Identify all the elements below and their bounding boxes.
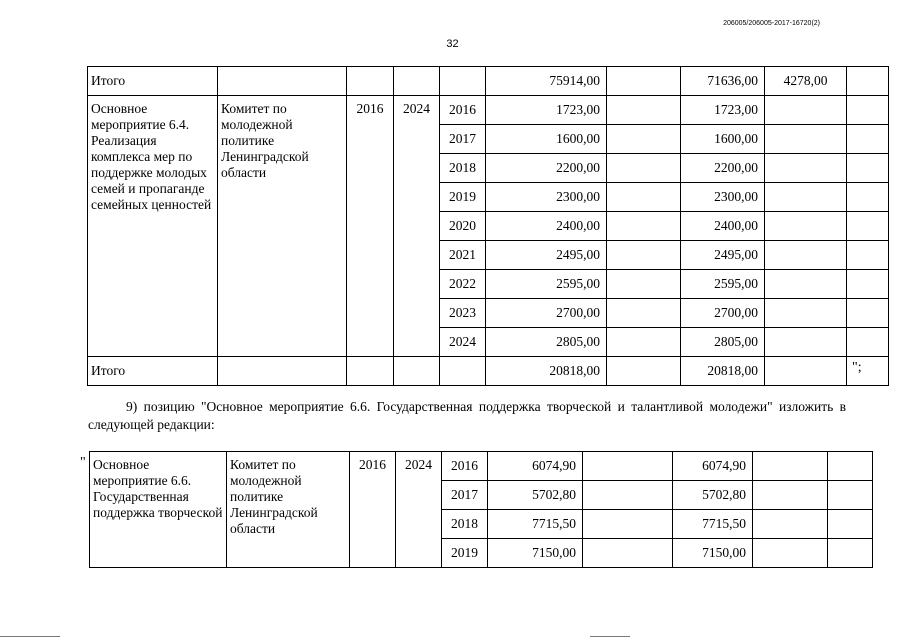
total-label: Итого [88,357,218,386]
empty-cell [847,154,889,183]
total-regional: 20818,00 [681,357,765,386]
empty-cell [765,212,847,241]
total-label: Итого [88,67,218,96]
row-regional: 2805,00 [681,328,765,357]
row-year: 2018 [440,154,486,183]
row-regional: 1723,00 [681,96,765,125]
measure-name: Основное мероприятие 6.4. Реализация комплекса мер по поддержке молодых семей и пропаганде семейных ценностей [88,96,218,357]
empty-cell [607,270,681,299]
total-row [88,357,889,386]
empty-cell [583,452,673,481]
empty-cell [347,357,394,386]
row-amount: 6074,90 [488,452,583,481]
empty-cell [607,96,681,125]
row-regional: 2400,00 [681,212,765,241]
row-regional: 2700,00 [681,299,765,328]
row-year: 2017 [440,125,486,154]
start-year: 2016 [350,452,396,568]
empty-cell [607,125,681,154]
row-amount: 5702,80 [488,481,583,510]
empty-cell [847,96,889,125]
empty-cell [847,299,889,328]
empty-cell [218,357,347,386]
end-year: 2024 [396,452,442,568]
row-year: 2023 [440,299,486,328]
empty-cell [583,481,673,510]
row-regional: 2595,00 [681,270,765,299]
document-stamp: 206005/206005-2017-16720(2) [723,20,820,27]
row-regional: 7715,50 [673,510,753,539]
row-regional: 6074,90 [673,452,753,481]
row-year: 2024 [440,328,486,357]
empty-cell [753,452,828,481]
row-year: 2020 [440,212,486,241]
empty-cell [847,212,889,241]
row-regional: 1600,00 [681,125,765,154]
empty-cell [607,357,681,386]
row-year: 2017 [442,481,488,510]
empty-cell [394,357,440,386]
row-regional: 2495,00 [681,241,765,270]
empty-cell [607,328,681,357]
top-total-row [88,67,889,96]
row-regional: 5702,80 [673,481,753,510]
empty-cell [828,510,873,539]
row-amount: 2595,00 [486,270,607,299]
empty-cell [607,241,681,270]
empty-cell [765,125,847,154]
measure-name: Основное мероприятие 6.6. Государственная поддержка творческой [90,452,227,568]
row-year: 2016 [440,96,486,125]
row-amount: 2700,00 [486,299,607,328]
row-amount: 1723,00 [486,96,607,125]
row-year: 2018 [442,510,488,539]
row-amount: 2805,00 [486,328,607,357]
paragraph-text: 9) позицию "Основное мероприятие 6.6. Государственная поддержка творческой и талантливой молодежи" изложить в следующей редакции: [88,399,846,432]
empty-cell [765,96,847,125]
empty-cell [765,241,847,270]
instruction-paragraph [88,398,846,434]
empty-cell [753,481,828,510]
row-regional: 2200,00 [681,154,765,183]
empty-cell [607,299,681,328]
empty-cell [765,270,847,299]
row-amount: 7150,00 [488,539,583,568]
row-amount: 7715,50 [488,510,583,539]
empty-cell [847,241,889,270]
page-edge-line [0,636,60,637]
program-table-6-4 [87,66,889,386]
opening-quote: " [80,455,86,470]
table-row [90,452,873,481]
empty-cell [847,125,889,154]
row-amount: 2495,00 [486,241,607,270]
empty-cell [440,357,486,386]
row-amount: 2200,00 [486,154,607,183]
row-year: 2016 [442,452,488,481]
start-year: 2016 [347,96,394,357]
empty-cell [828,452,873,481]
total-amount: 20818,00 [486,357,607,386]
row-regional: 2300,00 [681,183,765,212]
empty-cell [583,510,673,539]
program-table-6-6 [89,451,873,568]
total-amount: 75914,00 [486,67,607,96]
empty-cell [607,154,681,183]
row-year: 2021 [440,241,486,270]
empty-cell [765,299,847,328]
row-amount: 1600,00 [486,125,607,154]
empty-cell [828,539,873,568]
empty-cell [765,183,847,212]
total-regional: 71636,00 [681,67,765,96]
empty-cell [828,481,873,510]
row-amount: 2400,00 [486,212,607,241]
empty-cell [847,183,889,212]
empty-cell [765,357,847,386]
executor-name: Комитет по молодежной политике Ленинградской области [218,96,347,357]
total-local: 4278,00 [765,67,847,96]
empty-cell [847,270,889,299]
empty-cell [753,539,828,568]
empty-cell [765,154,847,183]
row-regional: 7150,00 [673,539,753,568]
page-edge-line [590,636,630,637]
table-row [88,96,889,125]
row-amount: 2300,00 [486,183,607,212]
empty-cell [847,328,889,357]
closing-quote: "; [852,360,862,375]
executor-name: Комитет по молодежной политике Ленинградской области [227,452,350,568]
empty-cell [607,183,681,212]
empty-cell [765,328,847,357]
end-year: 2024 [394,96,440,357]
page-number: 32 [446,38,459,50]
row-year: 2019 [440,183,486,212]
empty-cell [607,212,681,241]
row-year: 2019 [442,539,488,568]
row-year: 2022 [440,270,486,299]
empty-cell [583,539,673,568]
empty-cell [753,510,828,539]
